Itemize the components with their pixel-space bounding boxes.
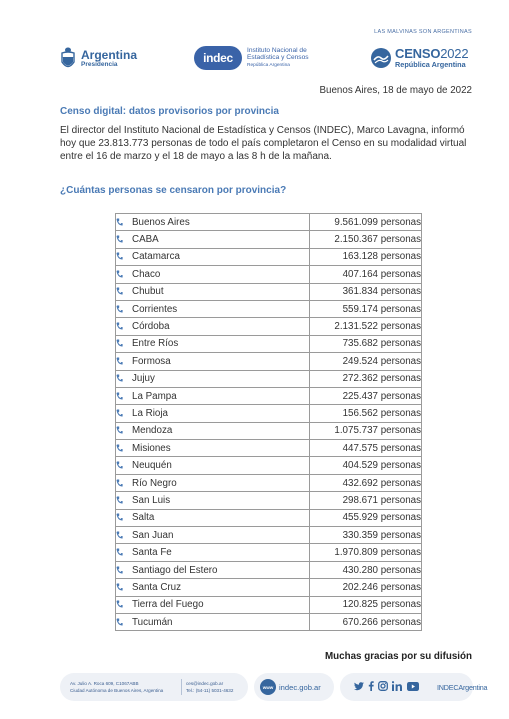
- footer-website-link[interactable]: [254, 673, 334, 701]
- table-row: [116, 266, 422, 283]
- province-name-cell: [116, 474, 310, 491]
- location-pin-icon: [116, 305, 123, 313]
- table-row: [116, 387, 422, 404]
- table-row: [116, 596, 422, 613]
- footer-address: [70, 680, 163, 694]
- location-pin-icon: [116, 357, 123, 365]
- press-date: Buenos Aires, 18 de mayo de 2022: [319, 85, 472, 96]
- location-pin-icon: [116, 600, 123, 608]
- table-row: [116, 440, 422, 457]
- censo-logo-word: CENSO: [395, 46, 441, 62]
- province-name: La Pampa: [132, 390, 177, 402]
- shield-icon: [60, 46, 76, 72]
- table-heading: ¿Cuántas personas se censaron por provincia?: [60, 185, 287, 196]
- table-row: [116, 248, 422, 265]
- province-name-cell: [116, 561, 310, 578]
- indec-logo: [194, 46, 309, 70]
- province-value-cell: 9.561.099 personas: [310, 214, 422, 231]
- province-name: Chubut: [132, 286, 164, 298]
- province-name: Salta: [132, 512, 155, 524]
- indec-logo-line1: Instituto Nacional de: [247, 47, 307, 55]
- province-name-cell: [116, 613, 310, 630]
- province-value-cell: 670.266 personas: [310, 613, 422, 630]
- province-value-cell: 432.692 personas: [310, 474, 422, 491]
- province-value-cell: 430.280 personas: [310, 561, 422, 578]
- province-value-cell: 455.929 personas: [310, 509, 422, 526]
- table-row: [116, 527, 422, 544]
- province-value-cell: 163.128 personas: [310, 248, 422, 265]
- table-row: [116, 457, 422, 474]
- www-icon: www: [260, 679, 276, 695]
- table-row: [116, 370, 422, 387]
- province-name: Catamarca: [132, 251, 180, 263]
- table-row: [116, 544, 422, 561]
- province-name: Santiago del Estero: [132, 564, 218, 576]
- province-name: Tierra del Fuego: [132, 599, 204, 611]
- indec-logo-line3: República Argentina: [247, 62, 290, 68]
- province-name-cell: [116, 283, 310, 300]
- censo-wave-icon: [370, 47, 392, 69]
- province-value-cell: 156.562 personas: [310, 405, 422, 422]
- province-name-cell: [116, 405, 310, 422]
- province-value-cell: 1.075.737 personas: [310, 422, 422, 439]
- province-name-cell: [116, 318, 310, 335]
- argentina-logo-subtitle: Presidencia: [81, 61, 118, 69]
- province-name-cell: [116, 370, 310, 387]
- footer-address-panel: [60, 673, 248, 701]
- argentina-presidencia-logo: [60, 46, 137, 72]
- province-name-cell: [116, 300, 310, 317]
- location-pin-icon: [116, 461, 123, 469]
- province-value-cell: 361.834 personas: [310, 283, 422, 300]
- social-handle: INDECArgentina: [437, 682, 488, 692]
- province-value-cell: 249.524 personas: [310, 353, 422, 370]
- province-name: CABA: [132, 234, 159, 246]
- footer-contact: [186, 680, 233, 694]
- table-row: [116, 579, 422, 596]
- table-row: [116, 561, 422, 578]
- location-pin-icon: [116, 235, 123, 243]
- table-row: [116, 474, 422, 491]
- province-name-cell: [116, 422, 310, 439]
- province-name: Córdoba: [132, 321, 170, 333]
- province-value-cell: 1.970.809 personas: [310, 544, 422, 561]
- province-name-cell: [116, 335, 310, 352]
- location-pin-icon: [116, 392, 123, 400]
- table-row: [116, 509, 422, 526]
- province-name: Neuquén: [132, 460, 172, 472]
- table-row: [116, 335, 422, 352]
- table-row: [116, 318, 422, 335]
- province-name-cell: [116, 579, 310, 596]
- footer: [60, 673, 488, 701]
- table-row: [116, 214, 422, 231]
- footer-divider: [181, 679, 182, 695]
- province-name: La Rioja: [132, 407, 168, 419]
- province-value-cell: 330.359 personas: [310, 527, 422, 544]
- province-value-cell: 2.131.522 personas: [310, 318, 422, 335]
- province-value-cell: 735.682 personas: [310, 335, 422, 352]
- province-value-cell: 404.529 personas: [310, 457, 422, 474]
- address-line1: Av. Julio A. Roca 609, C1067ABB: [70, 681, 139, 686]
- province-name: Río Negro: [132, 477, 177, 489]
- province-value-cell: 272.362 personas: [310, 370, 422, 387]
- location-pin-icon: [116, 426, 123, 434]
- province-name-cell: [116, 509, 310, 526]
- province-value-cell: 2.150.367 personas: [310, 231, 422, 248]
- location-pin-icon: [116, 287, 123, 295]
- province-name: Buenos Aires: [132, 216, 190, 228]
- indec-badge: indec: [194, 46, 242, 70]
- location-pin-icon: [116, 322, 123, 330]
- youtube-icon[interactable]: [407, 682, 419, 691]
- province-name-cell: [116, 266, 310, 283]
- province-value-cell: 298.671 personas: [310, 492, 422, 509]
- province-value-cell: 225.437 personas: [310, 387, 422, 404]
- province-name: Santa Fe: [132, 547, 172, 559]
- instagram-icon[interactable]: [378, 681, 388, 691]
- censo-logo-subtitle: República Argentina: [395, 60, 466, 70]
- table-row: [116, 300, 422, 317]
- province-name-cell: [116, 440, 310, 457]
- contact-phone: Tel.: (54-11) 5031-4632: [186, 688, 234, 693]
- linkedin-icon[interactable]: [392, 681, 403, 691]
- location-pin-icon: [116, 339, 123, 347]
- province-name: Chaco: [132, 268, 161, 280]
- censo-logo-year: 2022: [440, 46, 469, 62]
- location-pin-icon: [116, 618, 123, 626]
- province-value-cell: 120.825 personas: [310, 596, 422, 613]
- table-row: [116, 353, 422, 370]
- table-row: [116, 492, 422, 509]
- province-name: Tucumán: [132, 616, 173, 628]
- indec-logo-line2: Estadística y Censos: [247, 53, 309, 61]
- province-name-cell: [116, 387, 310, 404]
- province-name-cell: [116, 527, 310, 544]
- argentina-logo-name: Argentina: [81, 48, 138, 63]
- province-table: [115, 213, 422, 631]
- province-name-cell: [116, 596, 310, 613]
- table-row: [116, 231, 422, 248]
- facebook-icon[interactable]: [368, 681, 374, 691]
- province-value-cell: 202.246 personas: [310, 579, 422, 596]
- province-name-cell: [116, 214, 310, 231]
- province-name-cell: [116, 457, 310, 474]
- province-name-cell: [116, 353, 310, 370]
- province-name: Formosa: [132, 355, 171, 367]
- location-pin-icon: [116, 583, 123, 591]
- address-line2: Ciudad Autónoma de Buenos Aires, Argentina: [70, 688, 164, 693]
- table-row: [116, 283, 422, 300]
- province-name-cell: [116, 231, 310, 248]
- location-pin-icon: [116, 531, 123, 539]
- location-pin-icon: [116, 513, 123, 521]
- province-name-cell: [116, 492, 310, 509]
- website-text: indec.gob.ar: [279, 682, 321, 692]
- location-pin-icon: [116, 444, 123, 452]
- province-name-cell: [116, 544, 310, 561]
- province-name: Mendoza: [132, 425, 173, 437]
- province-name: San Luis: [132, 494, 171, 506]
- press-title: Censo digital: datos provisorios por provincia: [60, 106, 279, 117]
- malvinas-tagline: LAS MALVINAS SON ARGENTINAS: [374, 29, 472, 35]
- province-name-cell: [116, 248, 310, 265]
- province-name: San Juan: [132, 529, 174, 541]
- province-name: Entre Ríos: [132, 338, 179, 350]
- location-pin-icon: [116, 496, 123, 504]
- province-value-cell: 447.575 personas: [310, 440, 422, 457]
- location-pin-icon: [116, 479, 123, 487]
- province-value-cell: 407.164 personas: [310, 266, 422, 283]
- table-row: [116, 613, 422, 630]
- location-pin-icon: [116, 252, 123, 260]
- thanks-message: Muchas gracias por su difusión: [325, 651, 472, 662]
- location-pin-icon: [116, 409, 123, 417]
- location-pin-icon: [116, 374, 123, 382]
- twitter-icon[interactable]: [354, 682, 364, 691]
- province-name: Corrientes: [132, 303, 178, 315]
- censo-2022-logo: [370, 47, 468, 69]
- location-pin-icon: [116, 548, 123, 556]
- province-name: Misiones: [132, 442, 171, 454]
- location-pin-icon: [116, 270, 123, 278]
- location-pin-icon: [116, 566, 123, 574]
- table-row: [116, 422, 422, 439]
- location-pin-icon: [116, 218, 123, 226]
- province-name: Santa Cruz: [132, 581, 182, 593]
- press-paragraph: El director del Instituto Nacional de Estadística y Censos (INDEC), Marco Lavagna, informó hoy que 23.813.773 personas de todo el país completaron el Censo en su modalidad virtual entre el 16 de marzo y el 18 de mayo a las 8 h de la mañana.: [60, 125, 467, 162]
- province-name: Jujuy: [132, 373, 155, 385]
- table-row: [116, 405, 422, 422]
- footer-social-panel: [340, 673, 488, 701]
- province-value-cell: 559.174 personas: [310, 300, 422, 317]
- contact-email[interactable]: ces@indec.gob.ar: [186, 681, 224, 686]
